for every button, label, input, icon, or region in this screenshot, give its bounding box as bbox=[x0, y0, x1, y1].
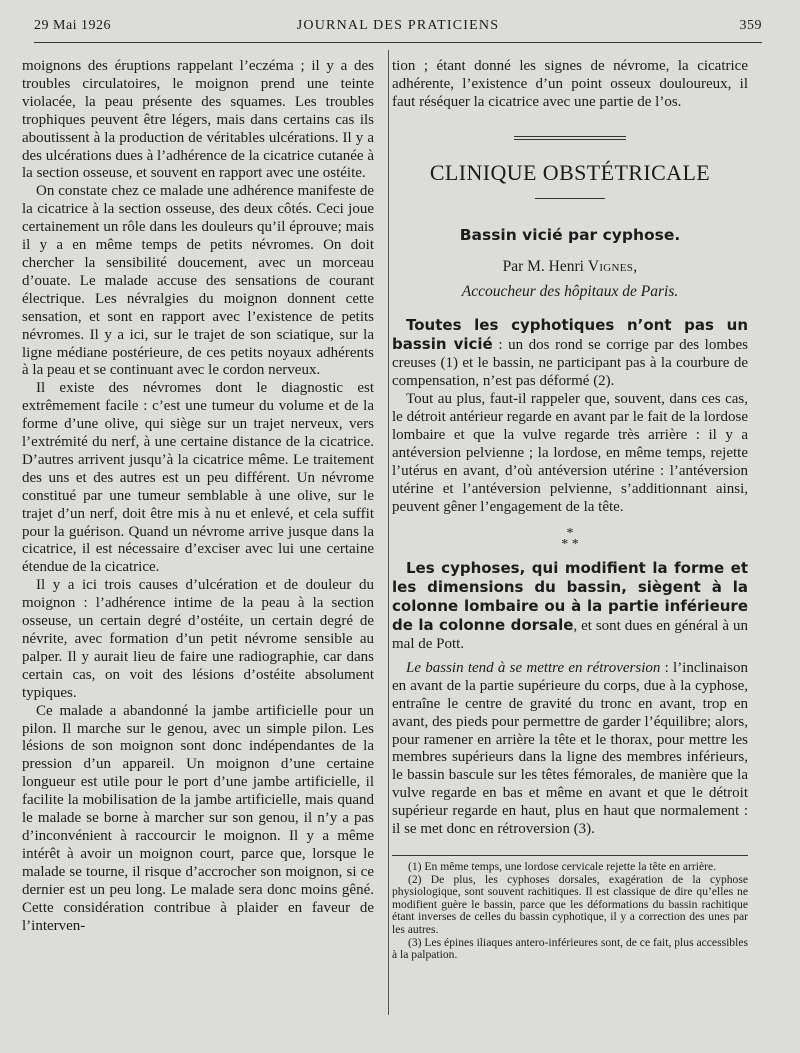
running-header bbox=[34, 18, 762, 40]
article-paragraph-1 bbox=[392, 317, 748, 391]
asterisk-top: * bbox=[566, 526, 574, 542]
author-surname: Vignes, bbox=[587, 257, 638, 275]
header-rule bbox=[34, 42, 762, 43]
section-title: CLINIQUE OBSTÉTRICALE bbox=[429, 159, 711, 185]
paragraph-3-lead: Les cyphoses, qui modifient la forme et les dimensions du bassin, siègent à la colonne lombaire ou à la partie inférieure de la colonne dorsale bbox=[392, 559, 748, 635]
footnote-1: (1) En même temps, une lordose cervicale rejette la tête en arrière. bbox=[408, 860, 717, 873]
header-journal-title: JOURNAL DES PRATICIENS bbox=[296, 18, 500, 33]
paragraph-1-lead: Toutes les cyphotiques n’ont pas un bassin vicié bbox=[392, 316, 748, 354]
article-title: Bassin vicié par cyphose. bbox=[459, 225, 681, 244]
left-column bbox=[22, 58, 374, 935]
asterisk-bottom: * * bbox=[561, 537, 579, 553]
article-paragraph-4 bbox=[392, 660, 748, 839]
section-break-asterisks bbox=[392, 526, 748, 553]
left-paragraph-1: moignons des éruptions rappelant l’eczéma ; il y a des troubles circulatoires, le moignon prend une teinte violacée, la peau présente des squames. Les troubles trophiques peuvent être légers, mais dans certains cas ils aboutissent à la production de véritables ulcérations. Il y a des ulcérations dues à l’adhérence de la cicatrice cutanée à la section osseuse, et souvent en rapport avec une ostéite. bbox=[22, 58, 374, 182]
left-paragraph-3: Il existe des névromes dont le diagnostic est extrêmement facile : c’est une tumeur du volume et de la forme d’une olive, qui siège sur un trajet nerveux, vers l’extrémité du nerf, à une certaine distance de la cicatrice. D’autres arrivent jusqu’à la cicatrice même. Le traitement des uns et des autres est un peu différent. Un névrome constitué par une tumeur semblable à une olive, sur le trajet d’un nerf, doit être mis à nu et enlevé, et cela suffit pour la guérison. Quand un névrome arrive jusque dans la cicatrice, il est nécessaire d’exciser avec lui une certaine étendue de la cicatrice. bbox=[22, 380, 374, 576]
header-date: 29 Mai 1926 bbox=[34, 18, 112, 33]
byline-prefix: Par M. Henri bbox=[502, 257, 588, 275]
article-paragraph-3 bbox=[392, 560, 748, 654]
author-byline bbox=[392, 258, 748, 276]
paragraph-3-text: , et sont dues en général à un mal de Pott. bbox=[392, 618, 748, 653]
paragraph-4-lead: Le bassin tend à se mettre en rétroversion bbox=[406, 659, 661, 676]
footnote-rule bbox=[392, 855, 748, 856]
footnotes bbox=[392, 861, 748, 962]
continuation-paragraph: tion ; étant donné les signes de névrome, la cicatrice adhérente, l’existence d’un point osseux douloureux, il faut réséquer la cicatrice avec une partie de l’os. bbox=[392, 58, 748, 110]
author-affiliation: Accoucheur des hôpitaux de Paris. bbox=[461, 282, 679, 300]
column-divider bbox=[388, 50, 389, 1015]
left-paragraph-4: Il y a ici trois causes d’ulcération et de douleur du moignon : l’adhérence intime de la peau à la section osseuse, un certain degré d’ostéite, un certain degré de névrite, avec formation d’un petit névrome sensible au palper. Il y aurait lieu de faire une radiographie, car dans certain cas, on voit des lésions d’ostéite absolument typiques. bbox=[22, 577, 374, 701]
footnote-3: (3) Les épines iliaques antero-inférieures sont, de ce fait, plus accessibles à la palpation. bbox=[392, 935, 748, 962]
right-column bbox=[392, 58, 748, 962]
section-short-rule bbox=[535, 198, 605, 199]
left-paragraph-5: Ce malade a abandonné la jambe artificielle pour un pilon. Il marche sur le genou, avec un simple pilon. Les lésions de son moignon sont donc indépendantes de la pression d’un appareil. Un moignon d’une certaine longueur est utile pour le port d’une jambe artificielle, il facilite la mobilisation de la jambe artificielle, mais quand le malade se borne à marcher sur son genou, il n’y a pas d’inconvénient à raccourcir le moignon. Il y a même intérêt à avoir un moignon court, parce que, lorsque le malade se tourne, il risque d’accrocher son moignon, si ce dernier est un peu long. Le malade sera donc moins gêné. Cette considération contribue à plaider en faveur de l’interven- bbox=[22, 702, 374, 934]
left-paragraph-2: On constate chez ce malade une adhérence manifeste de la cicatrice à la section osseuse, des deux côtés. Ceci joue certainement un rôle dans les douleurs qu’il éprouve; mais il y a en même temps de petits névromes. On doit chercher la sensibilité doucement, avec un morceau d’ouate. Le malade accuse des sensations de courant électrique. Les névralgies du moignon donnent cette sensation, et sont en rapport avec l’existence de petits névromes. Il y a ici, sur le trajet de son sciatique, sur la ligne médiane postérieure, de ces petits noyaux adhérents à la peau et se continuant avec le cordon nerveux. bbox=[22, 183, 374, 379]
article-paragraph-2: Tout au plus, faut-il rappeler que, souvent, dans ces cas, le détroit antérieur regarde en avant par le fait de la lordose lombaire et que la vulve regarde très arrière : il y a antéversion pelvienne ; la lordose, en même temps, rejette l’utérus en avant, d’où antéversion utérine : l’antéversion utérine et l’antéversion pelvienne, s’additionnant ainsi, peuvent gêner l’engagement de la tête. bbox=[392, 391, 748, 515]
footnote-2: (2) De plus, les cyphoses dorsales, exagération de la cyphose physiologique, sont souvent rachitiques. Il est classique de dire qu’elles ne modifient guère le bassin, parce que les déformations du bassin rachitique étant inverses de celles du bassin cyphotique, il y a correction des unes par les autres. bbox=[392, 872, 748, 936]
paragraph-4-text: : l’inclinaison en avant de la partie supérieure du corps, due à la cyphose, entraîne le centre de gravité du tronc en avant, trop en avant, des pieds pour permettre de garder l’équilibre; alors, pour ramener en arrière la tête et le thorax, pour mettre les membres supérieurs dans la ligne des membres inférieurs, le bassin bascule sur les têtes fémorales, de manière que la vulve regarde en bas et même en avant et que le détroit supérieur regarde en haut, plus en haut que normalement : il se met donc en rétroversion (3). bbox=[392, 659, 749, 838]
header-page-number: 359 bbox=[739, 18, 762, 33]
section-double-rule bbox=[514, 136, 626, 140]
paragraph-1-text: : un dos rond se corrige par des lombes creuses (1) et le bassin, ne participant pas à la courbure de compensation, n’est pas déformé (2). bbox=[392, 337, 748, 390]
